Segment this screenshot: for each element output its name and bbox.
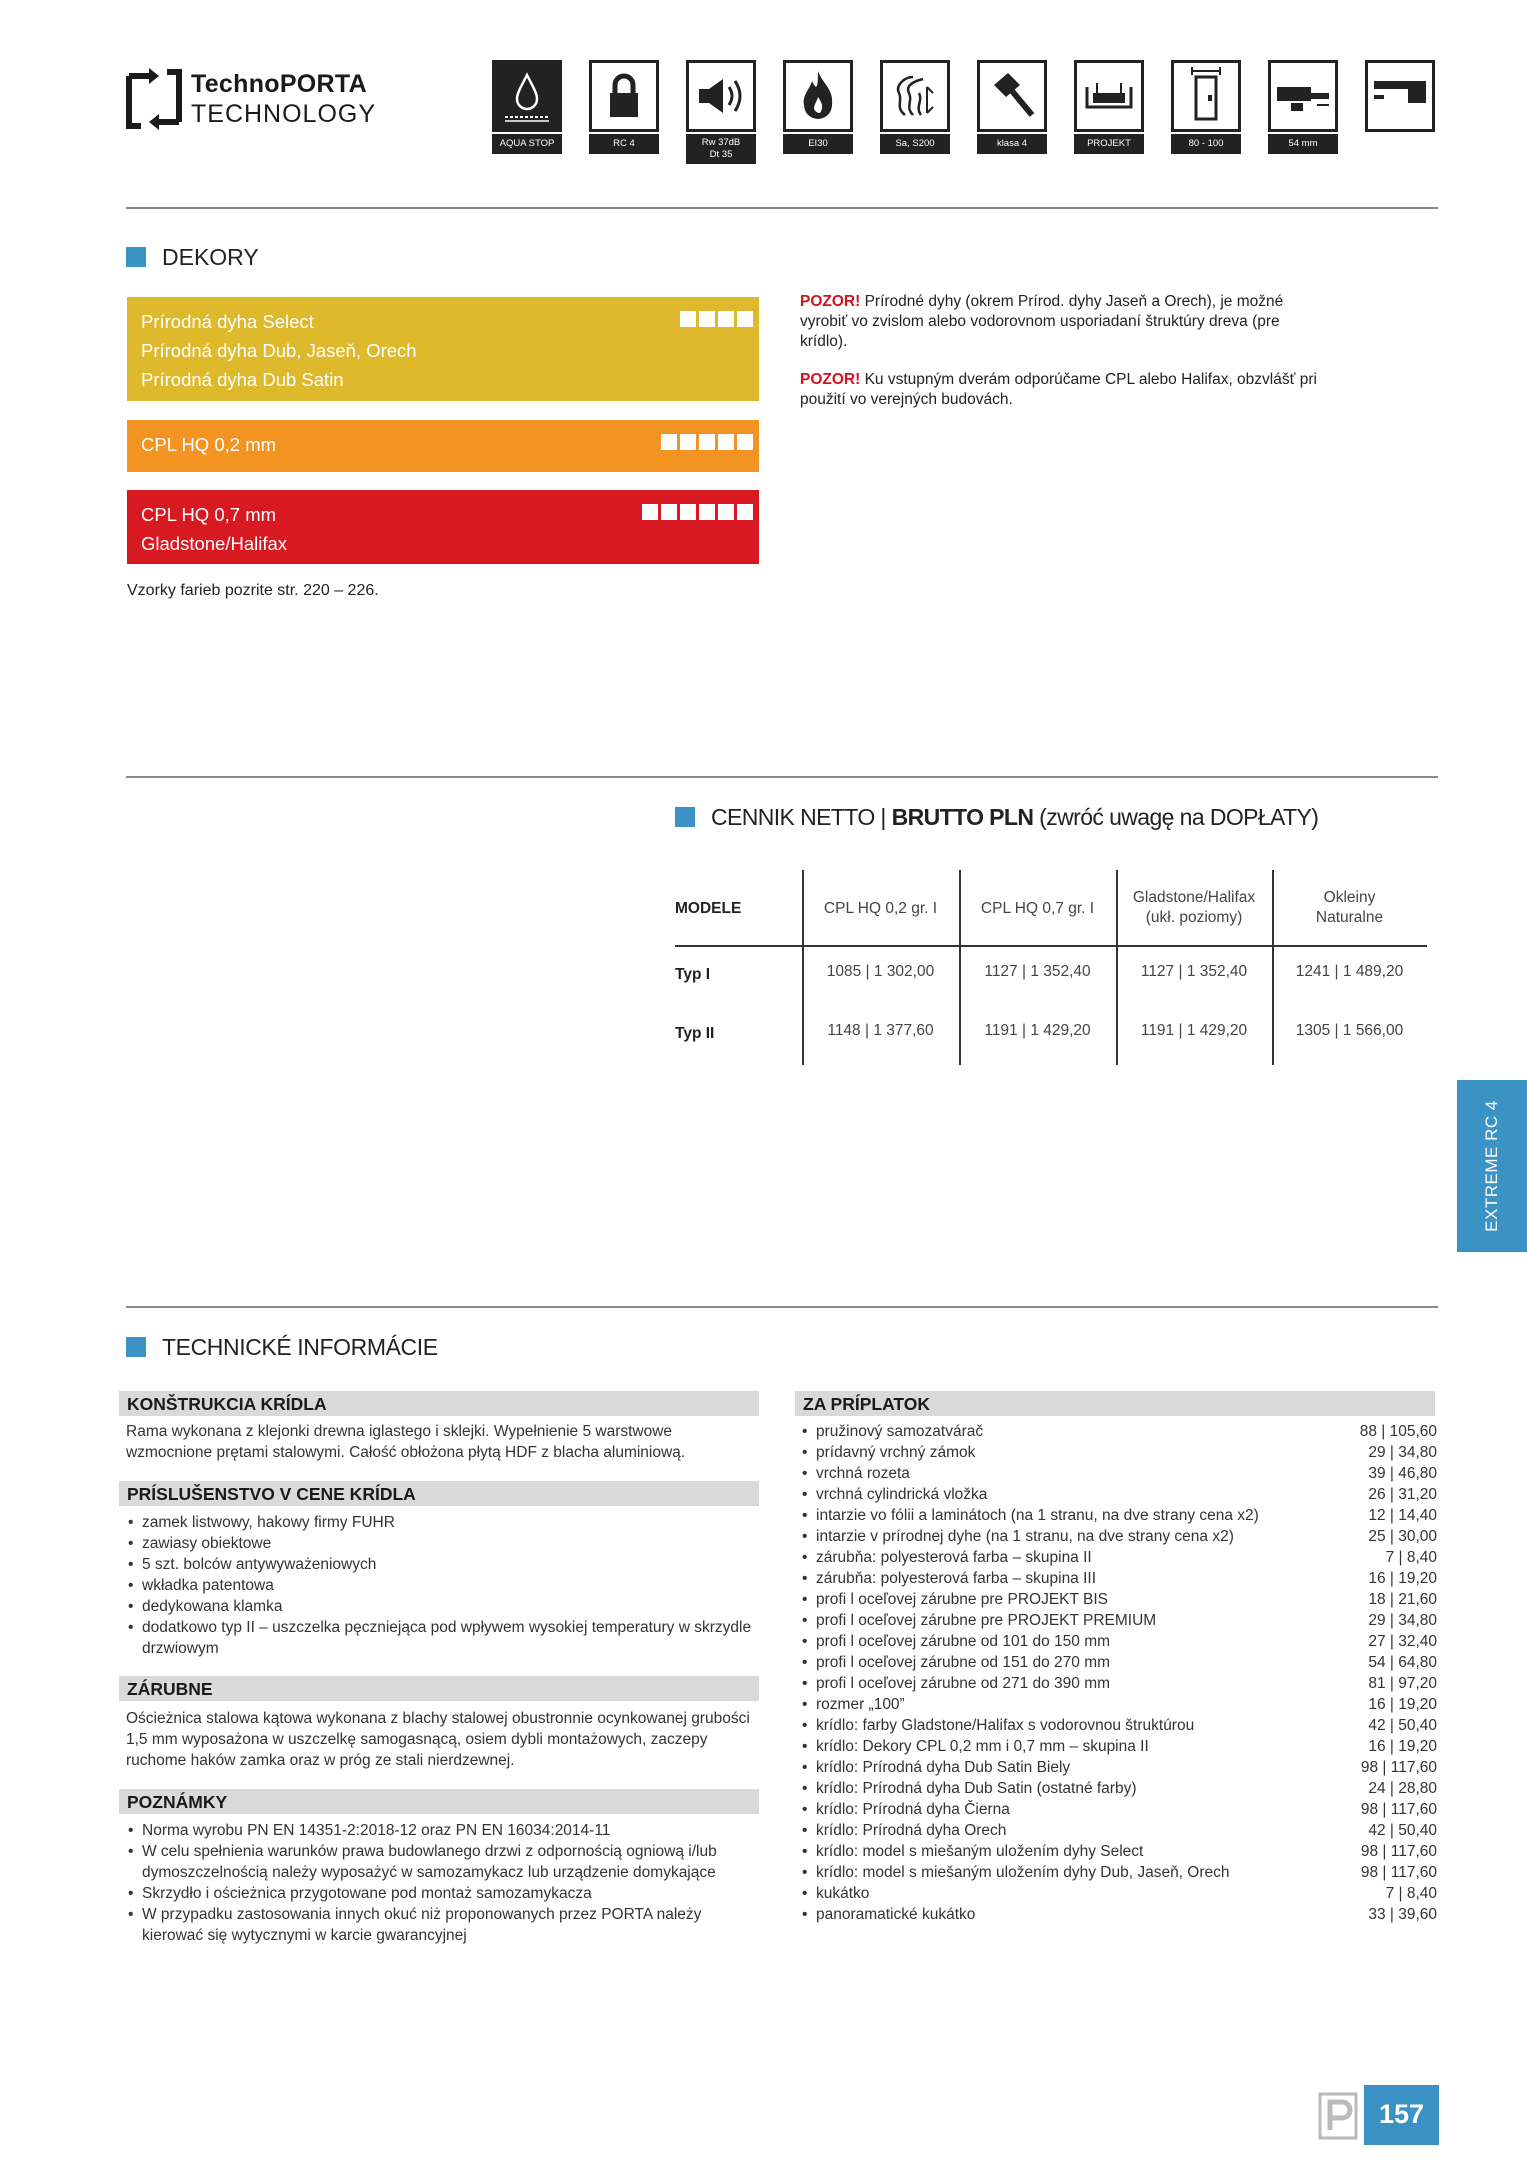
surcharge-item-label: • profi l oceľovej zárubne od 151 do 270 mm xyxy=(816,1654,1111,1671)
side-tab-extreme-rc4 xyxy=(1457,1080,1527,1252)
section-title-tech xyxy=(126,1334,438,1361)
surcharge-item-price: 98 | 117,60 xyxy=(1360,1801,1437,1818)
surcharge-item-price: 16 | 19,20 xyxy=(1368,1738,1437,1755)
technoporta-logo-icon xyxy=(125,66,183,132)
section-marker xyxy=(675,807,695,827)
smoke-icon xyxy=(880,60,950,132)
surcharge-item-label: • krídlo: farby Gladstone/Halifax s vodorovnou štruktúrou xyxy=(816,1717,1195,1734)
divider xyxy=(126,207,1438,209)
surcharge-item-price: 25 | 30,00 xyxy=(1368,1528,1437,1545)
zarubne-text: Ościeżnica stalowa kątowa wykonana z blachy stalowej obustronnie ocynkowanej grubości 1,5 mm wyposażona w uszczelkę samogasnącą, osiem dybli montażowych, zaczepy ruchome haków zamka oraz w próg ze stali nierdzewnej. xyxy=(126,1710,750,1769)
surcharge-item-label: • kukátko xyxy=(816,1885,870,1902)
list-item: • 5 szt. bolców antywyważeniowych xyxy=(126,1554,756,1575)
surcharge-item-price: 88 | 105,60 xyxy=(1359,1423,1437,1440)
surcharge-item-price: 29 | 34,80 xyxy=(1368,1444,1437,1461)
surcharge-item xyxy=(800,1463,1437,1484)
surcharge-item-label: • krídlo: Prírodná dyha Orech xyxy=(816,1822,1007,1839)
surcharge-item-label: • profi l oceľovej zárubne pre PROJEKT PREMIUM xyxy=(816,1612,1157,1629)
table-header-cell: CPL HQ 0,2 gr. I xyxy=(823,900,938,917)
surcharge-item-label: • rozmer „100” xyxy=(816,1696,905,1713)
decor-line: CPL HQ 0,7 mm xyxy=(141,504,277,525)
surcharge-item xyxy=(800,1589,1437,1610)
konstrukcia-text: Rama wykonana z klejonki drewna iglastego i sklejki. Wypełnienie 5 warstwowe wzmocnione prętami stalowymi. Całość obłożona płytą HDF z blacha aluminiową. xyxy=(126,1423,686,1461)
surcharge-item xyxy=(800,1883,1437,1904)
surcharge-item xyxy=(800,1526,1437,1547)
surcharge-item xyxy=(800,1736,1437,1757)
warning-text: Ku vstupným dverám odporúčame CPL alebo Halifax, obzvlášť pri použití vo verejných budovách. xyxy=(800,371,1317,408)
surcharge-item-price: 33 | 39,60 xyxy=(1368,1906,1437,1923)
surcharge-item-price: 42 | 50,40 xyxy=(1368,1717,1437,1734)
warning-label: POZOR! xyxy=(800,293,861,310)
surcharge-item-label: • zárubňa: polyesterová farba – skupina II xyxy=(816,1549,1092,1566)
surcharge-item-label: • krídlo: Dekory CPL 0,2 mm i 0,7 mm – skupina II xyxy=(816,1738,1149,1755)
surcharge-item-label: • vrchná rozeta xyxy=(816,1465,910,1482)
surcharge-item xyxy=(800,1757,1437,1778)
icon-caption-line: Dt 35 xyxy=(709,149,733,160)
price-title-part: CENNIK NETTO | xyxy=(711,804,892,830)
surcharge-item-price: 12 | 14,40 xyxy=(1368,1507,1437,1524)
surcharge-item-price: 98 | 117,60 xyxy=(1360,1864,1437,1881)
section-title-text: TECHNICKÉ INFORMÁCIE xyxy=(162,1334,438,1360)
table-row-label: Typ I xyxy=(675,966,711,983)
surcharge-item xyxy=(800,1694,1437,1715)
list-item: • W celu spełnienia warunków prawa budowlanego drzwi z odpornością ogniową i/lub dymoszczelnością należy wyposażyć w samozamykacz lub urządzenie domykające xyxy=(126,1841,756,1883)
decor-line: CPL HQ 0,2 mm xyxy=(141,434,277,455)
page-number: 157 xyxy=(1364,2085,1439,2145)
surcharge-item-price: 98 | 117,60 xyxy=(1360,1843,1437,1860)
surcharge-item-price: 42 | 50,40 xyxy=(1368,1822,1437,1839)
surcharge-item xyxy=(800,1568,1437,1589)
warning-text: Prírodné dyhy (okrem Prírod. dyhy Jaseň a Orech), je možné vyrobiť vo zvislom alebo vodorovnom usporiadaní štruktúry dreva (pre krídlo). xyxy=(800,293,1284,350)
decor-line: Prírodná dyha Dub, Jaseň, Orech xyxy=(141,340,417,361)
door-profile-icon xyxy=(1365,60,1435,132)
surcharge-item xyxy=(800,1442,1437,1463)
table-header-models: MODELE xyxy=(675,900,742,917)
surcharge-item-label: • profi l oceľovej zárubne od 101 do 150 mm xyxy=(816,1633,1111,1650)
surcharge-item-price: 7 | 8,40 xyxy=(1385,1549,1437,1566)
price-group-squares xyxy=(661,434,753,450)
lock-icon xyxy=(589,60,659,132)
subsection-bar-zarubne: ZÁRUBNE xyxy=(119,1676,759,1701)
surcharge-item-price: 26 | 31,20 xyxy=(1368,1486,1437,1503)
table-cell: 1305 | 1 566,00 xyxy=(1295,1022,1404,1039)
section-marker xyxy=(126,247,146,267)
icon-caption: Sa, S200 xyxy=(880,134,950,154)
surcharge-item-price: 24 | 28,80 xyxy=(1368,1780,1437,1797)
surcharge-item xyxy=(800,1547,1437,1568)
decor-line: Prírodná dyha Select xyxy=(141,311,314,332)
frame-icon xyxy=(1074,60,1144,132)
price-group-squares xyxy=(680,311,753,327)
warning-note xyxy=(800,370,1320,410)
icon-caption: AQUA STOP xyxy=(492,134,562,154)
side-tab-label: EXTREME RC 4 xyxy=(1482,1100,1501,1232)
surcharge-item xyxy=(800,1778,1437,1799)
list-item: • Norma wyrobu PN EN 14351-2:2018-12 oraz PN EN 16034:2014-11 xyxy=(126,1820,756,1841)
surcharge-item-label: • krídlo: model s miešaným uložením dyhy Select xyxy=(816,1843,1144,1860)
surcharge-item-label: • zárubňa: polyesterová farba – skupina III xyxy=(816,1570,1097,1587)
surcharge-item xyxy=(800,1631,1437,1652)
divider xyxy=(126,776,1438,778)
decor-box-cpl-07 xyxy=(127,490,759,564)
surcharge-item-price: 27 | 32,40 xyxy=(1368,1633,1437,1650)
porta-p-icon xyxy=(1318,2092,1358,2140)
section-title-text: DEKORY xyxy=(162,244,259,270)
surcharge-item xyxy=(800,1904,1437,1925)
surcharge-list xyxy=(800,1421,1437,1925)
subsection-bar-prislusenstvo: PRÍSLUŠENSTVO V CENE KRÍDLA xyxy=(119,1481,759,1506)
table-cell: 1127 | 1 352,40 xyxy=(984,963,1091,980)
section-title-dekory xyxy=(126,244,259,271)
warning-note xyxy=(800,292,1320,352)
surcharge-item xyxy=(800,1799,1437,1820)
list-item: • W przypadku zastosowania innych okuć niż proponowanych przez PORTA należy kierować się wytycznymi w karcie gwarancyjnej xyxy=(126,1904,756,1946)
price-title-part: (zwróć uwagę na DOPŁATY) xyxy=(1033,804,1319,830)
surcharge-item xyxy=(800,1715,1437,1736)
list-item: • Skrzydło i ościeżnica przygotowane pod montaż samozamykacza xyxy=(126,1883,756,1904)
surcharge-item xyxy=(800,1505,1437,1526)
list-item: • dodatkowo typ II – uszczelka pęczniejąca pod wpływem wysokiej temperatury w skrzydle drzwiowym xyxy=(126,1617,756,1659)
hammer-icon xyxy=(977,60,1047,132)
logo-text-line2: TECHNOLOGY xyxy=(191,100,377,128)
price-title-part: BRUTTO PLN xyxy=(891,804,1034,830)
divider xyxy=(126,1306,1438,1308)
icon-caption: klasa 4 xyxy=(977,134,1047,154)
surcharge-item-label: • profi l oceľovej zárubne od 271 do 390 mm xyxy=(816,1675,1111,1692)
surcharge-item-label: • krídlo: model s miešaným uložením dyhy Dub, Jaseň, Orech xyxy=(816,1864,1230,1881)
surcharge-item-label: • intarzie v prírodnej dyhe (na 1 stranu, na dve strany cena x2) xyxy=(816,1528,1234,1545)
decor-line: Prírodná dyha Dub Satin xyxy=(141,369,344,390)
list-item: • dedykowana klamka xyxy=(126,1596,756,1617)
icon-caption: RC 4 xyxy=(589,134,659,154)
list-item: • wkładka patentowa xyxy=(126,1575,756,1596)
surcharge-item xyxy=(800,1484,1437,1505)
surcharge-item-price: 16 | 19,20 xyxy=(1368,1570,1437,1587)
surcharge-item-price: 39 | 46,80 xyxy=(1368,1465,1437,1482)
icon-caption xyxy=(686,134,756,164)
flame-icon xyxy=(783,60,853,132)
water-drop-icon xyxy=(492,60,562,132)
surcharge-item-label: • profi l oceľovej zárubne pre PROJEKT BIS xyxy=(816,1591,1108,1608)
warning-label: POZOR! xyxy=(800,371,861,388)
subsection-bar-priplatok: ZA PRÍPLATOK xyxy=(795,1391,1435,1416)
price-table xyxy=(675,870,1427,1065)
section-marker xyxy=(126,1337,146,1357)
decor-line: Gladstone/Halifax xyxy=(141,533,288,554)
table-cell: 1191 | 1 429,20 xyxy=(984,1022,1091,1039)
surcharge-item-label: • krídlo: Prírodná dyha Čierna xyxy=(816,1801,1010,1818)
surcharge-item-price: 98 | 117,60 xyxy=(1360,1759,1437,1776)
surcharge-item-label: • pružinový samozatvárač xyxy=(816,1423,984,1440)
surcharge-item-price: 54 | 64,80 xyxy=(1368,1654,1437,1671)
table-header-cell: CPL HQ 0,7 gr. I xyxy=(980,900,1095,917)
table-cell: 1127 | 1 352,40 xyxy=(1140,963,1248,980)
door-thickness-icon xyxy=(1268,60,1338,132)
icon-caption: 80 - 100 xyxy=(1171,134,1241,154)
samples-note: Vzorky farieb pozrite str. 220 – 226. xyxy=(127,582,379,599)
surcharge-item-label: • prídavný vrchný zámok xyxy=(816,1444,976,1461)
surcharge-item xyxy=(800,1673,1437,1694)
door-width-icon xyxy=(1171,60,1241,132)
price-group-squares xyxy=(642,504,753,520)
surcharge-item xyxy=(800,1820,1437,1841)
surcharge-item-label: • vrchná cylindrická vložka xyxy=(816,1486,988,1503)
surcharge-item-label: • panoramatické kukátko xyxy=(816,1906,976,1923)
surcharge-item xyxy=(800,1862,1437,1883)
subsection-bar-konstrukcia: KONŠTRUKCIA KRÍDLA xyxy=(119,1391,759,1416)
surcharge-item-price: 18 | 21,60 xyxy=(1368,1591,1437,1608)
table-header-cell: Okleiny Naturalne xyxy=(1315,889,1384,926)
list-item: • zawiasy obiektowe xyxy=(126,1533,756,1554)
surcharge-item xyxy=(800,1421,1437,1442)
surcharge-item-label: • krídlo: Prírodná dyha Dub Satin Biely xyxy=(816,1759,1071,1776)
section-title-cennik xyxy=(675,804,1318,831)
surcharge-item xyxy=(800,1841,1437,1862)
surcharge-item-price: 81 | 97,20 xyxy=(1368,1675,1437,1692)
surcharge-item xyxy=(800,1652,1437,1673)
icon-caption: 54 mm xyxy=(1268,134,1338,154)
table-cell: 1241 | 1 489,20 xyxy=(1295,963,1404,980)
decor-box-natural-veneer xyxy=(127,297,759,401)
surcharge-item-price: 29 | 34,80 xyxy=(1368,1612,1437,1629)
decor-box-cpl-02 xyxy=(127,420,759,472)
surcharge-item-price: 7 | 8,40 xyxy=(1385,1885,1437,1902)
table-row-label: Typ II xyxy=(675,1025,715,1042)
table-header-cell: Gladstone/Halifax (ukł. poziomy) xyxy=(1132,889,1256,926)
surcharge-item-price: 16 | 19,20 xyxy=(1368,1696,1437,1713)
surcharge-item-label: • krídlo: Prírodná dyha Dub Satin (ostatné farby) xyxy=(816,1780,1137,1797)
accessories-list xyxy=(126,1512,756,1659)
icon-caption-line: Rw 37dB xyxy=(701,137,741,148)
icon-caption: PROJEKT xyxy=(1074,134,1144,154)
technoporta-logo xyxy=(125,64,395,134)
surcharge-item-label: • intarzie vo fólii a laminátoch (na 1 stranu, na dve strany cena x2) xyxy=(816,1507,1259,1524)
surcharge-item xyxy=(800,1610,1437,1631)
table-cell: 1191 | 1 429,20 xyxy=(1140,1022,1248,1039)
notes-list xyxy=(126,1820,756,1946)
logo-text-line1: TechnoPORTA xyxy=(191,70,367,98)
speaker-icon xyxy=(686,60,756,132)
table-cell: 1148 | 1 377,60 xyxy=(827,1022,934,1039)
subsection-bar-poznamky: POZNÁMKY xyxy=(119,1789,759,1814)
icon-caption: EI30 xyxy=(783,134,853,154)
list-item: • zamek listwowy, hakowy firmy FUHR xyxy=(126,1512,756,1533)
table-cell: 1085 | 1 302,00 xyxy=(826,963,935,980)
table-header-line xyxy=(675,945,1427,947)
